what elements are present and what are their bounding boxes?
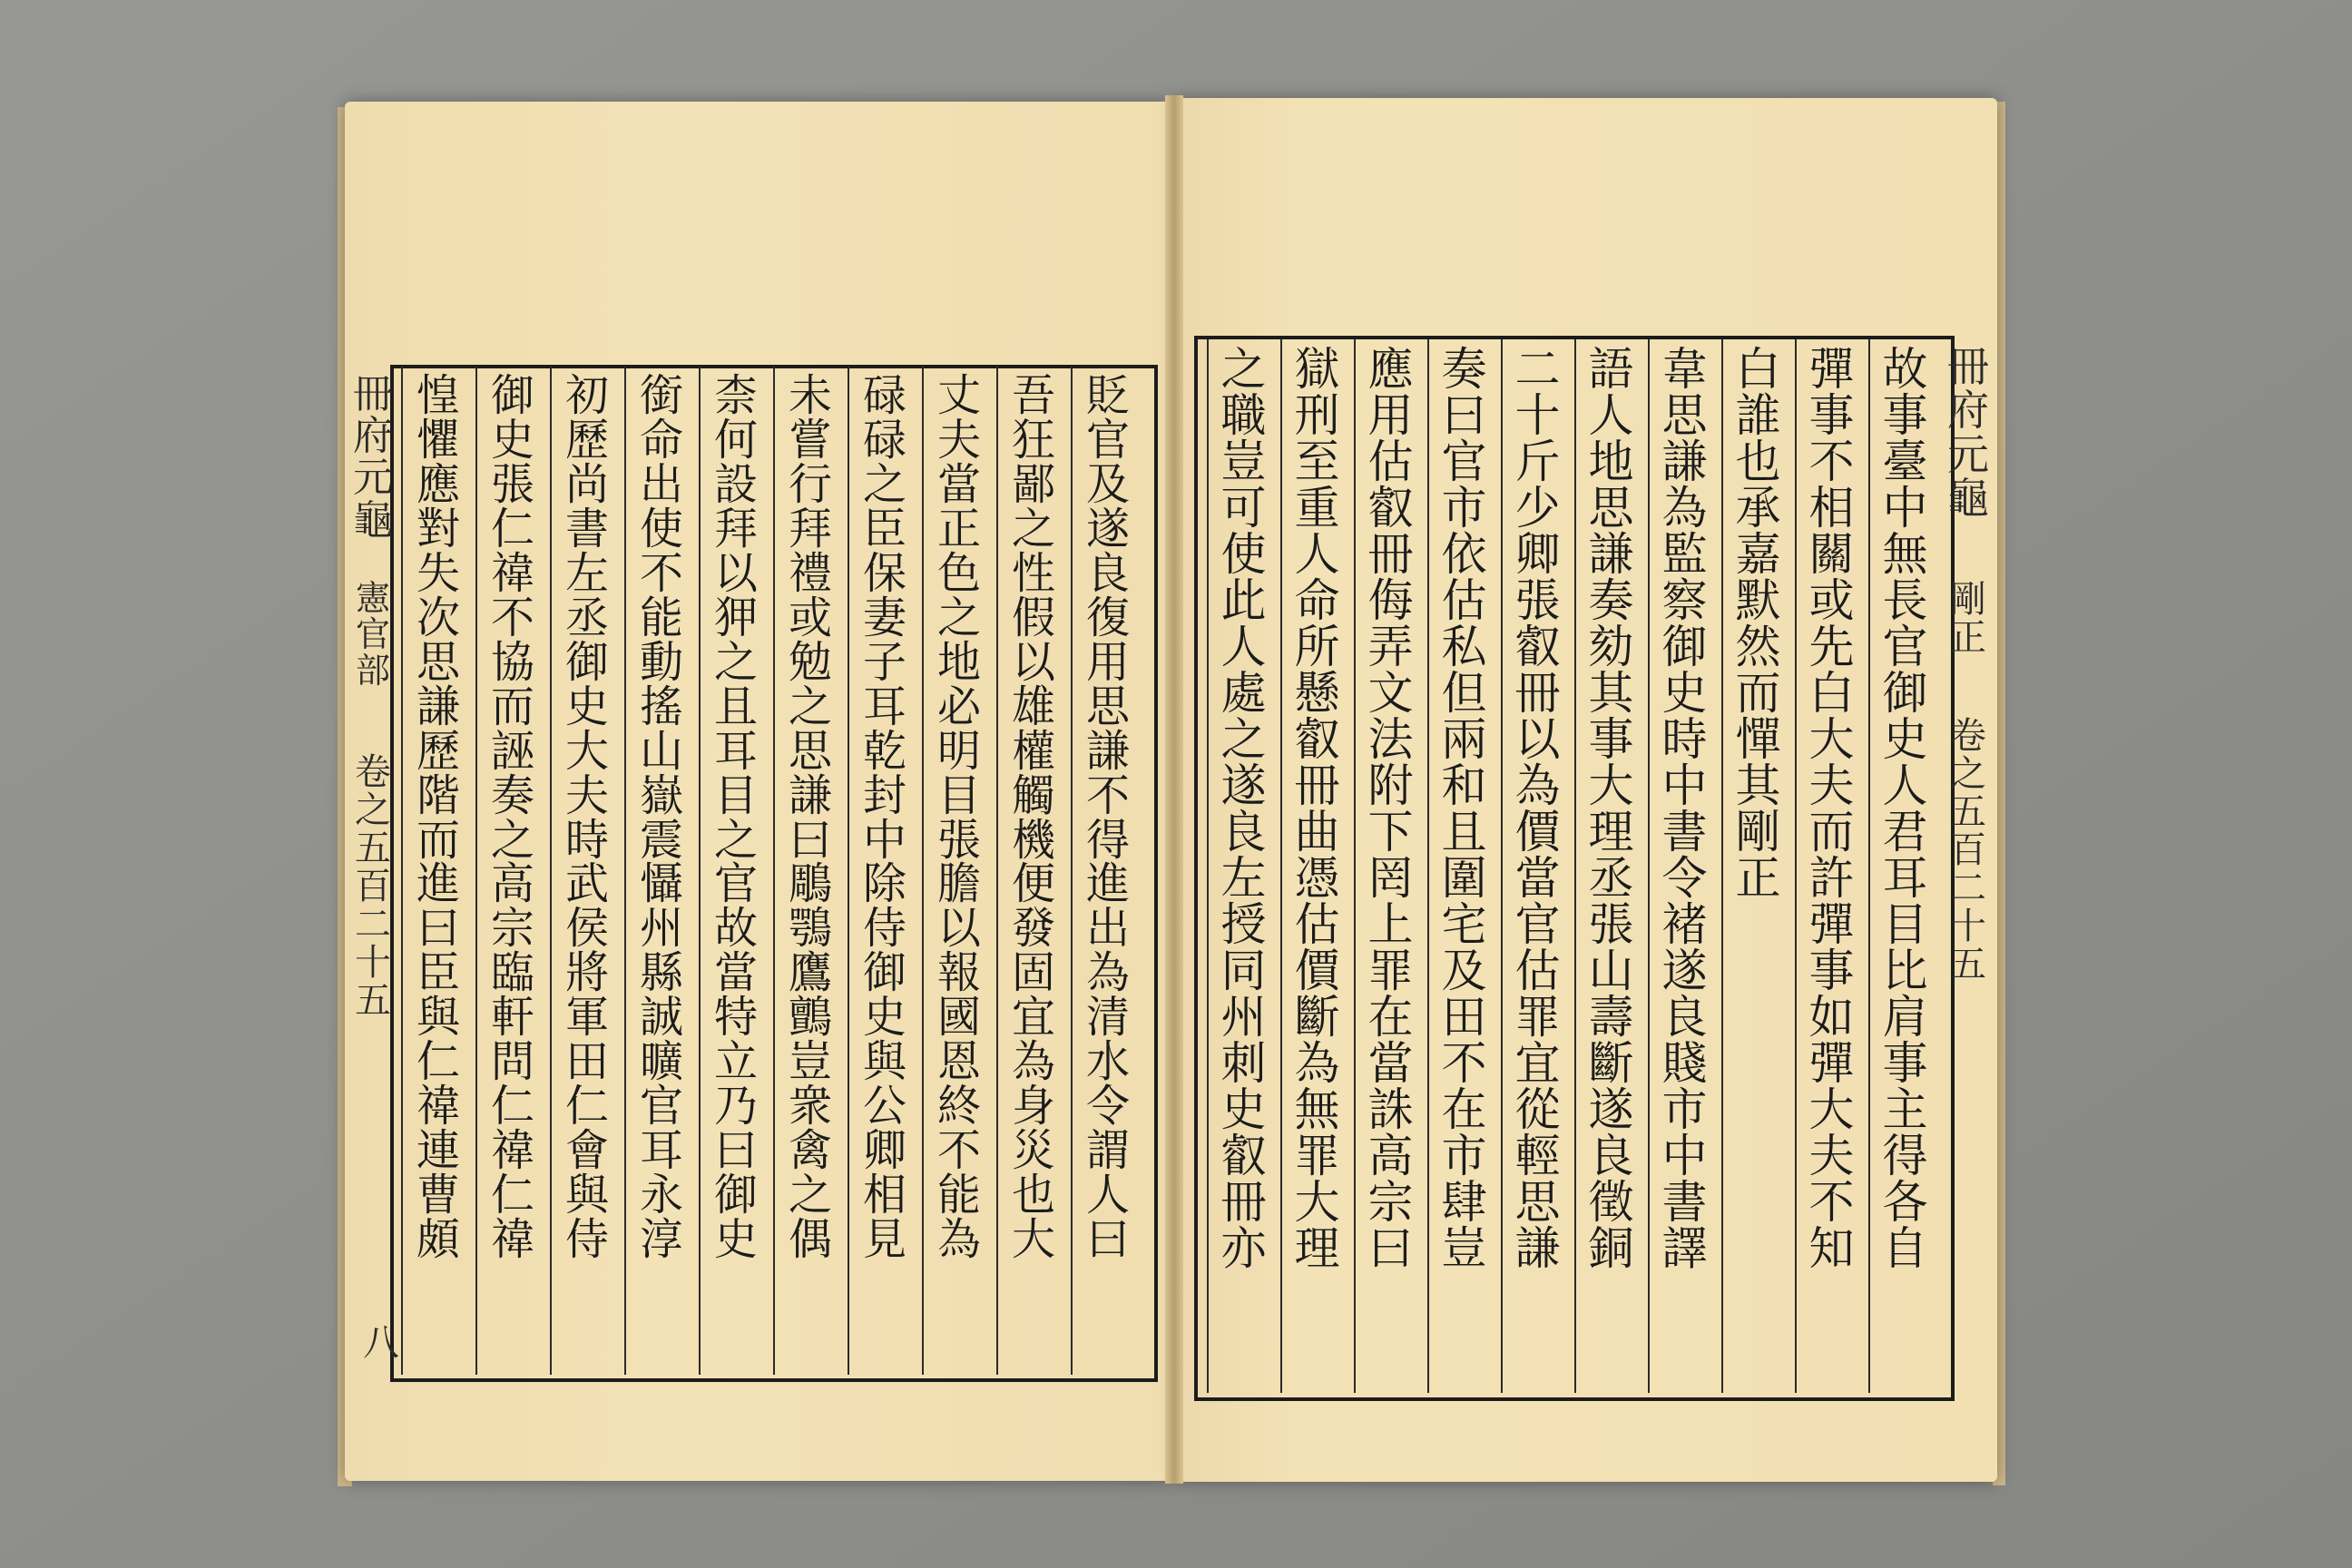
left-column-4: 碌碌之臣保妻子耳乾封中除侍御史與公卿相見: [862, 370, 906, 1266]
book-gutter: [1165, 95, 1183, 1484]
left-folio-volume: 卷之五百二十五: [355, 751, 391, 1022]
right-column-7: 奏曰官市依估私但兩和且圍宅及田不在市肆豈: [1441, 343, 1487, 1275]
left-column-rule: [699, 367, 701, 1375]
right-column-1: 故事臺中無長官御史人君耳目比肩事主得各自: [1882, 343, 1928, 1275]
left-column-2: 吾狂鄙之性假以雄權觸機便發固宜為身災也大: [1011, 370, 1055, 1266]
right-folio-title: 冊府元龜: [1947, 342, 1989, 523]
right-folio-volume: 卷之五百二十五: [1950, 715, 1986, 985]
left-column-rule: [475, 367, 477, 1375]
right-column-rule: [1207, 339, 1209, 1393]
right-column-4: 韋思謙為監察御史時中書令褚遂良賤市中書譯: [1661, 343, 1708, 1275]
left-folio-title: 冊府元龜: [353, 371, 393, 544]
left-column-10: 惶懼應對失次思謙歷階而進曰臣與仁禕連曹頗: [416, 370, 460, 1266]
right-column-rule: [1501, 339, 1503, 1393]
left-column-3: 丈夫當正色之地必明目張膽以報國恩終不能為: [936, 370, 981, 1266]
left-page-number: 八: [363, 1322, 399, 1364]
left-column-8: 初歷尚書左丞御史大夫時武侯將軍田仁會與侍: [564, 370, 609, 1266]
left-column-6: 柰何設拜以狎之且耳目之官故當特立乃曰御史: [713, 370, 758, 1266]
right-column-rule: [1427, 339, 1429, 1393]
left-column-9: 御史張仁禕不協而誣奏之高宗臨軒問仁禕仁禕: [490, 370, 534, 1266]
right-column-5: 語人地思謙奏劾其事大理丞張山壽斷遂良徵銅: [1588, 343, 1634, 1275]
left-column-rule: [773, 367, 775, 1375]
left-column-5: 未嘗行拜禮或勉之思謙曰鵰鶚鷹鸇豈衆禽之偶: [788, 370, 832, 1266]
right-column-9: 獄刑至重人命所懸叡冊曲憑估價斷為無罪大理: [1294, 343, 1340, 1275]
right-column-rule: [1648, 339, 1650, 1393]
left-column-rule: [624, 367, 626, 1375]
left-column-rule: [550, 367, 552, 1375]
right-column-3: 白誰也承嘉默然而憚其剛正: [1735, 343, 1781, 905]
left-column-rule: [922, 367, 924, 1375]
right-column-8: 應用估叡冊侮弄文法附下罔上罪在當誅高宗曰: [1367, 343, 1414, 1275]
right-column-rule: [1280, 339, 1282, 1393]
right-column-rule: [1721, 339, 1723, 1393]
right-folio-section: 剛正: [1950, 579, 1986, 659]
left-column-7: 銜命出使不能動搖山嶽震懾州縣誠曠官耳永淳: [639, 370, 683, 1266]
left-column-1: 貶官及遂良復用思謙不得進出為清水令謂人曰: [1085, 370, 1130, 1266]
left-folio-section: 憲官部: [355, 578, 390, 691]
left-column-rule: [996, 367, 998, 1375]
right-column-rule: [1795, 339, 1797, 1393]
left-column-rule: [848, 367, 849, 1375]
left-column-rule: [401, 367, 403, 1375]
left-column-rule: [1071, 367, 1073, 1375]
right-column-rule: [1574, 339, 1576, 1393]
right-column-6: 二十斤少卿張叡冊以為價當官估罪宜從輕思謙: [1514, 343, 1561, 1275]
right-column-10: 之職豈可使此人處之遂良左授同州刺史叡冊亦: [1220, 343, 1267, 1275]
right-column-rule: [1868, 339, 1870, 1393]
right-column-2: 彈事不相關或先白大夫而許彈事如彈大夫不知: [1808, 343, 1855, 1275]
right-column-rule: [1354, 339, 1356, 1393]
